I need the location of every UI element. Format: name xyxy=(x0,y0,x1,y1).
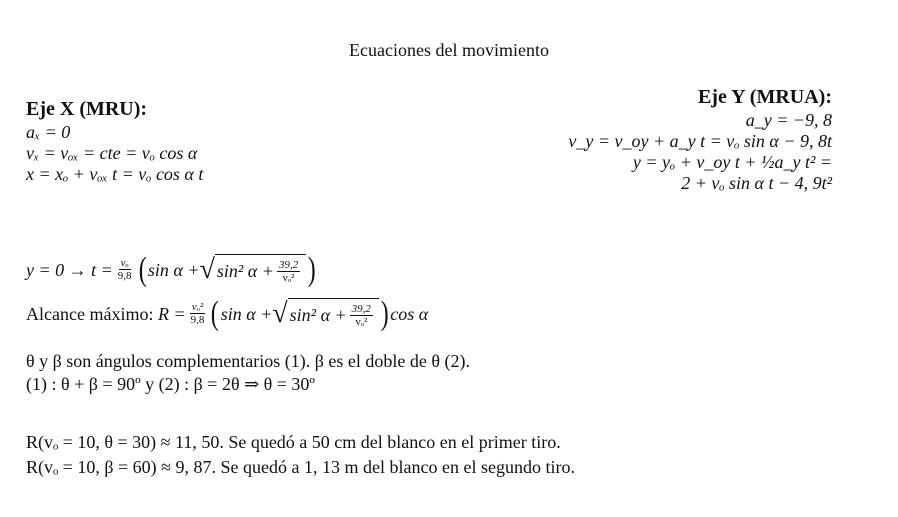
fraction-den: vₒ² xyxy=(282,271,295,284)
alcance-section xyxy=(26,248,428,336)
eje-y-eq-3: y = yₒ + v_oy t + ½a_y t² = xyxy=(632,152,832,172)
sqrt-content xyxy=(215,254,306,286)
right-paren: ) xyxy=(307,251,316,288)
sin-term: sin α + xyxy=(220,303,273,324)
left-paren: ( xyxy=(211,295,219,332)
fraction-den: vₒ² xyxy=(355,315,368,328)
right-paren: ) xyxy=(380,295,389,332)
sqrt xyxy=(199,254,306,286)
sqrt xyxy=(272,298,379,330)
eje-x-eq-1: aₓ = 0 xyxy=(26,122,71,142)
fraction-num: vₒ² xyxy=(191,301,204,313)
eje-y-heading: Eje Y (MRUA): xyxy=(697,86,832,108)
text-line-3: R(vₒ = 10, θ = 30) ≈ 11, 50. Se quedó a 50 cm del blanco en el primer tiro. xyxy=(26,432,561,452)
fraction-num: 39,2 xyxy=(351,302,371,315)
fraction xyxy=(277,259,300,285)
fraction xyxy=(350,303,373,329)
fraction-num: 39,2 xyxy=(278,258,299,271)
radical-icon: √ xyxy=(199,254,215,285)
text-line-1: θ y β son ángulos complementarios (1). β es el doble de θ (2). xyxy=(26,351,470,371)
sin-term: sin α + xyxy=(147,259,200,280)
left-paren: ( xyxy=(138,251,147,288)
eje-x-section xyxy=(26,96,203,185)
fraction-num: vₒ xyxy=(120,257,129,269)
tiempo-vuelo-prefix: y = 0 → t = xyxy=(26,259,113,280)
alcance-eq xyxy=(26,292,428,336)
eje-x-heading: Eje X (MRU): xyxy=(26,98,148,120)
fraction xyxy=(116,257,134,283)
tiempo-vuelo-eq xyxy=(26,248,428,292)
eje-y-eq-1: a_y = −9, 8 xyxy=(745,110,832,130)
sin2-term: sin² α + xyxy=(216,261,274,281)
radical-icon: √ xyxy=(272,298,288,329)
fraction-den: 9,8 xyxy=(190,314,205,326)
text-line-2: (1) : θ + β = 90º y (2) : β = 2θ ⇒ θ = 30º xyxy=(26,374,316,394)
eje-y-section xyxy=(568,84,832,194)
text-line-4: R(vₒ = 10, β = 60) ≈ 9, 87. Se quedó a 1, 13 m del blanco en el segundo tiro. xyxy=(26,457,575,477)
alcance-label: Alcance máximo: xyxy=(26,303,154,324)
fraction xyxy=(189,301,207,327)
eje-y-eq-2: v_y = v_oy + a_y t = vₒ sin α − 9, 8t xyxy=(568,131,832,151)
alcance-prefix: R = xyxy=(157,303,186,324)
eje-x-eq-2: vₓ = vₒₓ = cte = vₒ cos α xyxy=(26,143,198,163)
sin2-term: sin² α + xyxy=(289,305,347,325)
cos-term: cos α xyxy=(390,303,429,324)
eje-x-eq-3: x = xₒ + vₒₓ t = vₒ cos α t xyxy=(26,164,204,184)
eje-y-eq-4: 2 + vₒ sin α t − 4, 9t² xyxy=(681,173,832,193)
page-title: Ecuaciones del movimiento xyxy=(349,40,549,60)
sqrt-content xyxy=(288,298,379,330)
fraction-den: 9,8 xyxy=(117,270,132,282)
